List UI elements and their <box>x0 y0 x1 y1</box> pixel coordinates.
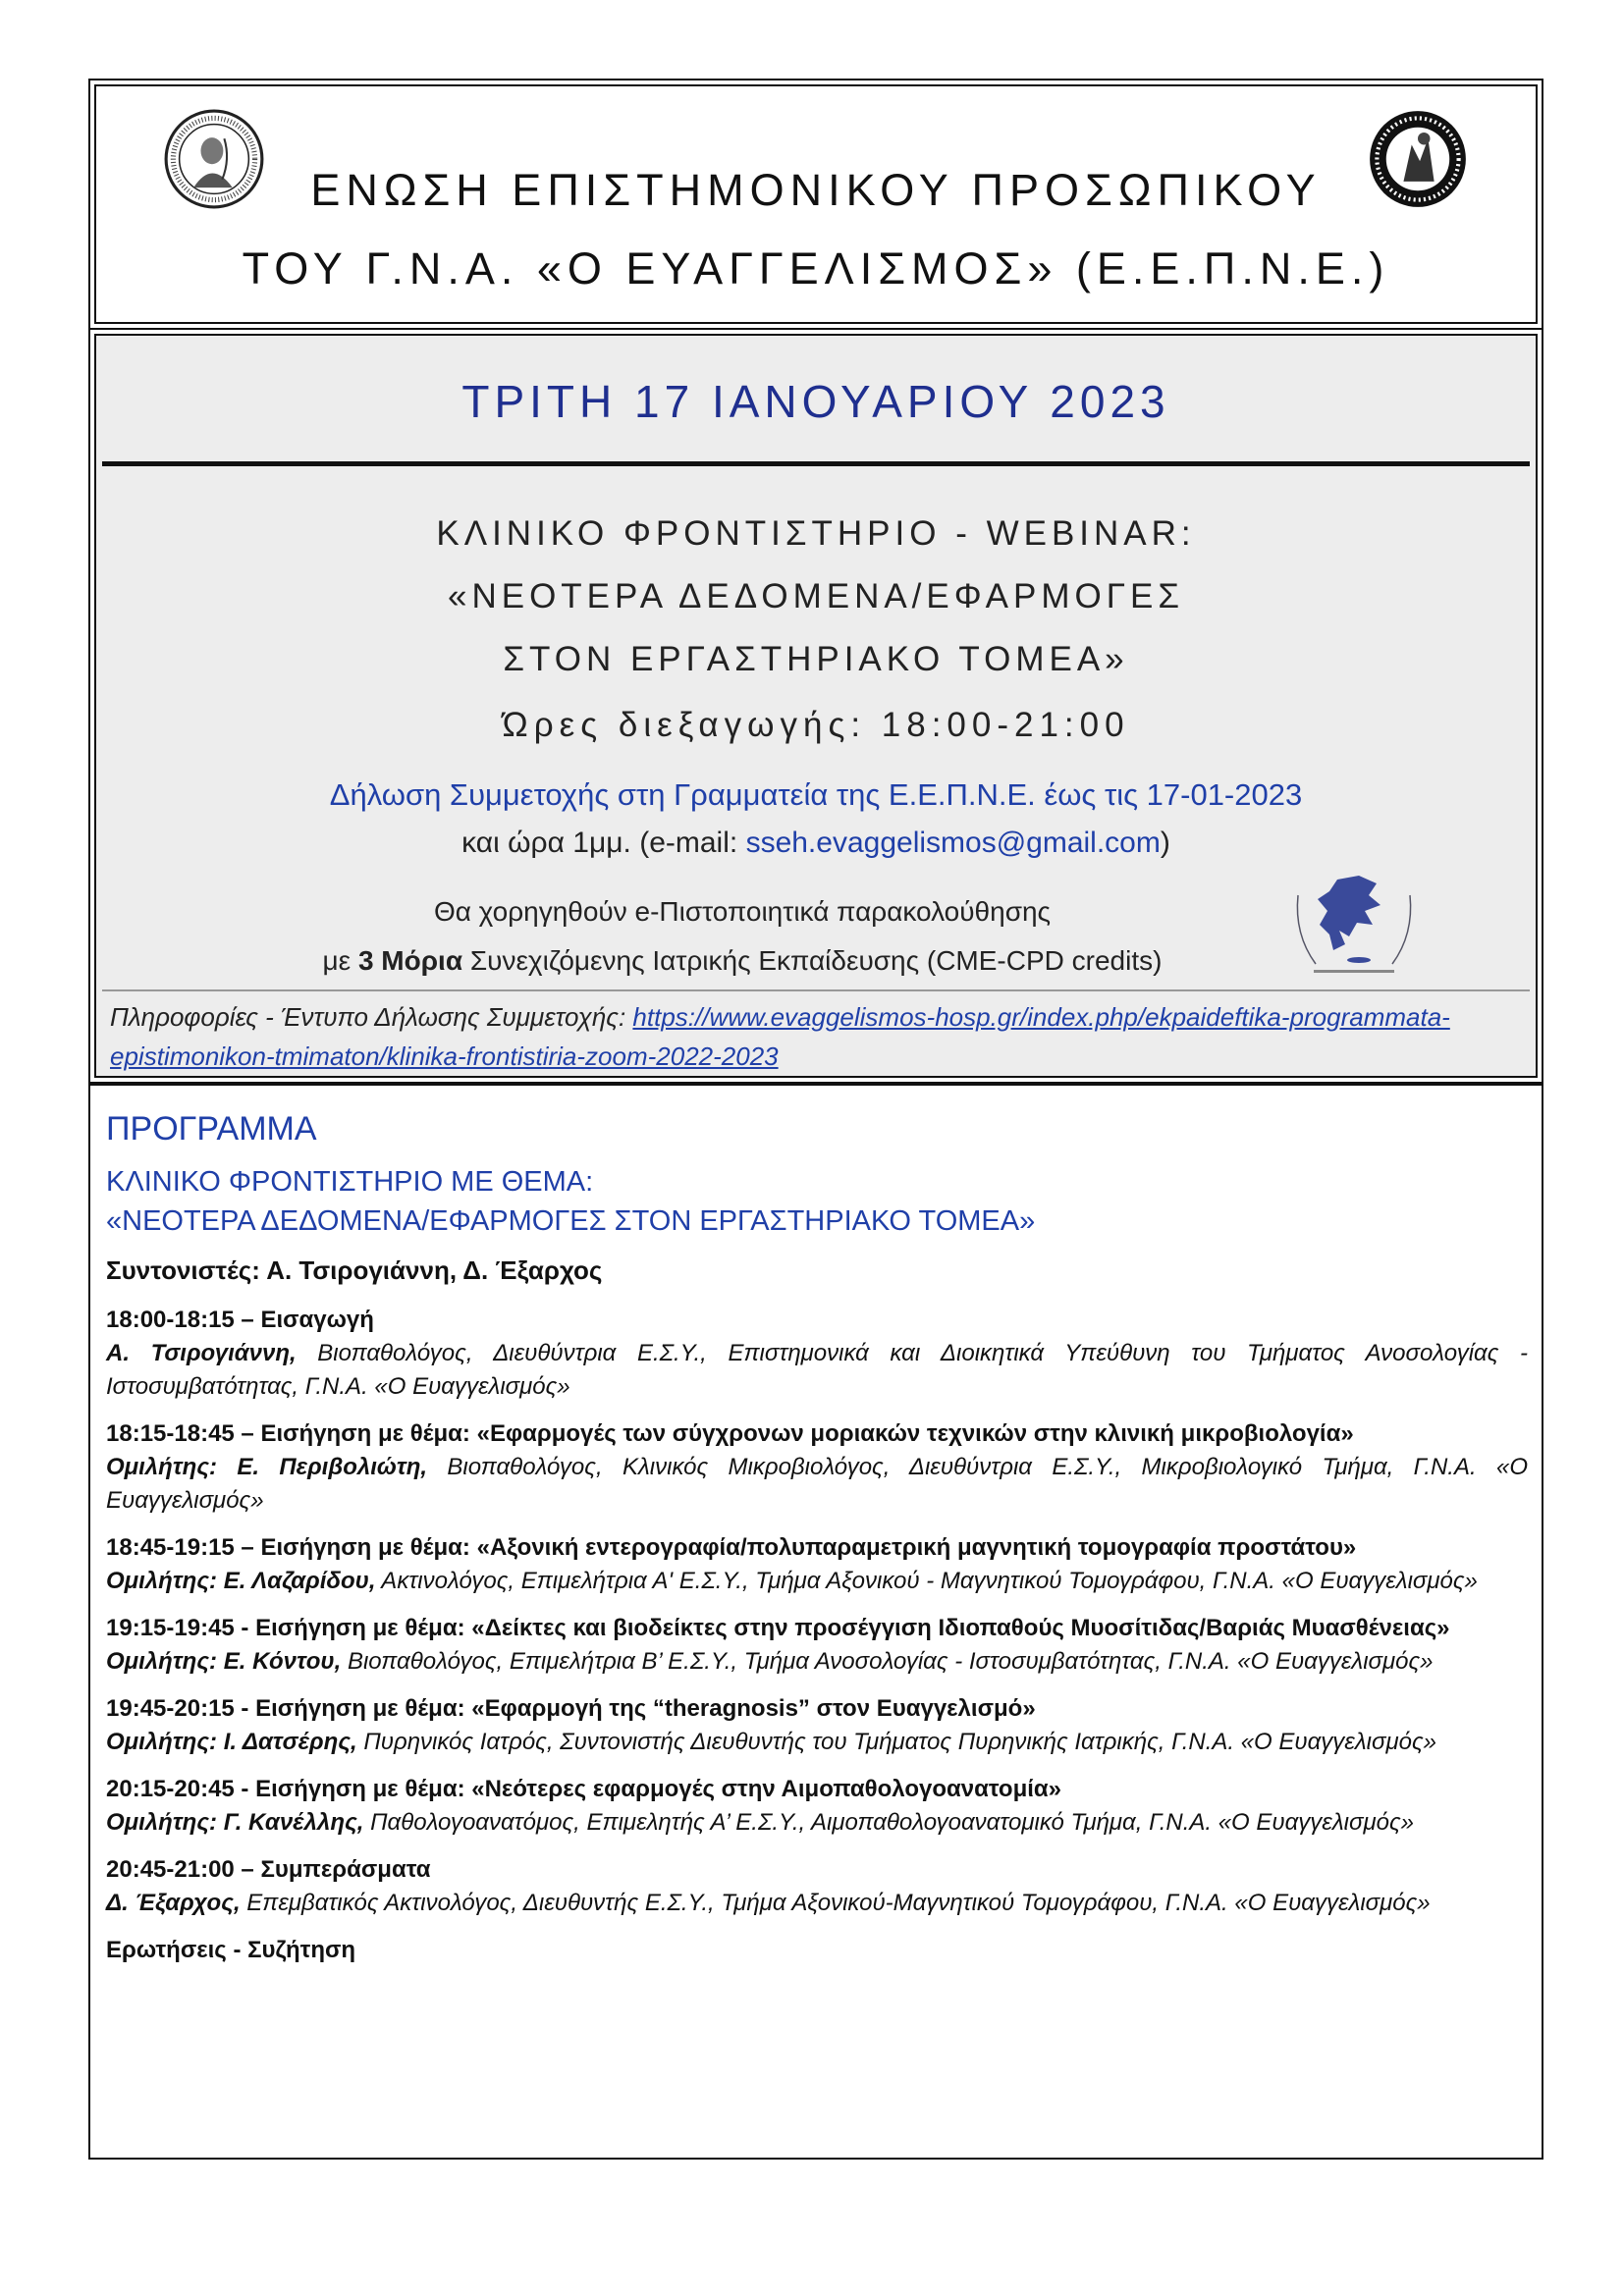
event-title <box>96 503 1536 691</box>
greece-map-logo-icon <box>1290 866 1418 982</box>
program-subject <box>106 1162 1528 1241</box>
speaker-name: Δ. Έξαρχος, <box>106 1890 241 1916</box>
cme-credits: 3 Μόρια <box>357 945 463 976</box>
speaker-name: Ομιλήτης: Γ. Κανέλλης, <box>106 1809 364 1836</box>
session-item <box>106 1417 1528 1518</box>
registration-deadline: Δήλωση Συμμετοχής στη Γραμματεία της Ε.Ε.Π.Ν.Ε. έως τις 17-01-2023 <box>329 777 1303 812</box>
certificate-line-1: Θα χορηγηθούν e-Πιστοποιητικά παρακολούθησης <box>433 896 1052 927</box>
speaker-details: Πυρηνικός Ιατρός, Συντονιστής Διευθυντής του Τμήματος Πυρηνικής Ιατρικής, Γ.Ν.Α. «Ο Ευαγγελισμός» <box>356 1729 1436 1755</box>
speaker-name: Ομιλήτης: Ι. Δατσέρης, <box>106 1729 357 1755</box>
organization-name <box>96 151 1536 308</box>
event-hours: Ώρες διεξαγωγής: 18:00-21:00 <box>502 706 1130 744</box>
event-announcement-inner <box>94 334 1538 1078</box>
session-title: 20:15-20:45 - Εισήγηση με θέμα: «Νεότερες εφαρμογές στην Αιμοπαθολογοανατομία» <box>106 1776 1062 1802</box>
info-divider <box>102 989 1530 991</box>
session-item <box>106 1612 1528 1679</box>
closing-discussion: Ερωτήσεις - Συζήτηση <box>106 1937 356 1963</box>
speaker-details: Ακτινολόγος, Επιμελήτρια Α' Ε.Σ.Υ., Τμήμα Αξονικού - Μαγνητικού Τομογράφου, Γ.Ν.Α. «Ο Ευαγγελισμός» <box>375 1568 1478 1594</box>
program-heading: ΠΡΟΓΡΑΜΜΑ <box>106 1110 317 1148</box>
registration-time-prefix: και ώρα 1μμ. (e-mail: <box>461 827 746 859</box>
session-speaker <box>106 1645 1528 1679</box>
information-section <box>110 997 1524 1076</box>
session-speaker <box>106 1887 1528 1920</box>
coordinators: Συντονιστές: Α. Τσιρογιάννη, Δ. Έξαρχος <box>106 1255 603 1285</box>
speaker-name: Ομιλήτης: Ε. Περιβολιώτη, <box>106 1454 428 1480</box>
event-title-line-2: «ΝΕΟΤΕΡΑ ΔΕΔΟΜΕΝΑ/ΕΦΑΡΜΟΓΕΣ <box>447 577 1184 615</box>
certificate-line-2 <box>96 936 1388 986</box>
event-date: ΤΡΙΤΗ 17 ΙΑΝΟΥΑΡΙΟΥ 2023 <box>461 376 1170 427</box>
organization-name-line-1: ΕΝΩΣΗ ΕΠΙΣΤΗΜΟΝΙΚΟΥ ΠΡΟΣΩΠΙΚΟΥ <box>310 165 1322 215</box>
program-subject-line-2: «ΝΕΟΤΕΡΑ ΔΕΔΟΜΕΝΑ/ΕΦΑΡΜΟΓΕΣ ΣΤΟΝ ΕΡΓΑΣΤΗΡΙΑΚΟ ΤΟΜΕΑ» <box>106 1205 1036 1237</box>
session-title: 18:15-18:45 – Εισήγηση με θέμα: «Εφαρμογές των σύγχρονων μοριακών τεχνικών στην κλινική μικροβιολογία» <box>106 1420 1354 1447</box>
session-speaker <box>106 1565 1528 1598</box>
speaker-details: Βιοπαθολόγος, Διευθύντρια Ε.Σ.Υ., Επιστημονικά και Διοικητικά Υπεύθυνη του Τμήματος Ανοσολογίας - Ιστοσυμβατότητας, Γ.Ν.Α. «Ο Ευαγγελισμός» <box>106 1340 1528 1400</box>
session-speaker <box>106 1451 1528 1518</box>
session-title: 18:45-19:15 – Εισήγηση με θέμα: «Αξονική εντερογραφία/πολυπαραμετρική μαγνητική τομογραφία προστάτου» <box>106 1534 1357 1561</box>
date-divider <box>102 461 1530 466</box>
session-item <box>106 1773 1528 1840</box>
speaker-name: Α. Τσιρογιάννη, <box>106 1340 297 1366</box>
event-title-line-3: ΣΤΟΝ ΕΡΓΑΣΤΗΡΙΑΚΟ ΤΟΜΕΑ» <box>503 640 1129 678</box>
event-announcement <box>88 328 1543 1084</box>
information-label: Πληροφορίες - Έντυπο Δήλωσης Συμμετοχής: <box>110 1002 633 1032</box>
session-title: 18:00-18:15 – Εισαγωγή <box>106 1307 374 1333</box>
session-speaker <box>106 1726 1528 1759</box>
session-title: 19:45-20:15 - Εισήγηση με θέμα: «Εφαρμογή της “theragnosis” στον Ευαγγελισμό» <box>106 1695 1036 1722</box>
registration-email-link[interactable]: sseh.evaggelismos@gmail.com <box>745 827 1161 859</box>
certificate-line-2-prefix: με <box>322 945 358 976</box>
session-title: 19:15-19:45 - Εισήγηση με θέμα: «Δείκτες και βιοδείκτες στην προσέγγιση Ιδιοπαθούς Μυοσίτιδας/Βαριάς Μυασθένειας» <box>106 1615 1450 1641</box>
session-speaker <box>106 1337 1528 1404</box>
event-title-line-1: ΚΛΙΝΙΚΟ ΦΡΟΝΤΙΣΤΗΡΙΟ - WEBINAR: <box>436 514 1196 553</box>
session-item <box>106 1531 1528 1598</box>
certificate-line-2-suffix: Συνεχιζόμενης Ιατρικής Εκπαίδευσης (CME-CPD credits) <box>462 945 1163 976</box>
session-title: 20:45-21:00 – Συμπεράσματα <box>106 1856 431 1883</box>
registration-time <box>96 827 1536 860</box>
registration-form-link[interactable]: https://www.evaggelismos-hosp.gr/index.php/ekpaideftika-programmata-epistimonikon-tmimaton/klinika-frontistiria-zoom-2022-2023 <box>110 1002 1450 1071</box>
speaker-details: Παθολογοανατόμος, Επιμελητής Α’ Ε.Σ.Υ., Αιμοπαθολογοανατομικό Τμήμα, Γ.Ν.Α. «Ο Ευαγγελισμός» <box>363 1809 1414 1836</box>
certificate-info <box>96 887 1388 986</box>
registration-time-suffix: ) <box>1160 827 1170 859</box>
speaker-details: Βιοπαθολόγος, Κλινικός Μικροβιολόγος, Διευθύντρια Ε.Σ.Υ., Μικροβιολογικό Τμήμα, Γ.Ν.Α. «Ο Ευαγγελισμός» <box>106 1454 1528 1514</box>
organization-name-line-2: ΤΟΥ Γ.Ν.Α. «Ο ΕΥΑΓΓΕΛΙΣΜΟΣ» (Ε.Ε.Π.Ν.Ε.) <box>242 243 1390 294</box>
organization-header <box>88 79 1543 330</box>
organization-header-inner <box>94 84 1538 324</box>
session-speaker <box>106 1806 1528 1840</box>
speaker-name: Ομιλήτης: Ε. Λαζαρίδου, <box>106 1568 376 1594</box>
program-subject-line-1: ΚΛΙΝΙΚΟ ΦΡΟΝΤΙΣΤΗΡΙΟ ΜΕ ΘΕΜΑ: <box>106 1166 594 1198</box>
session-item <box>106 1692 1528 1759</box>
speaker-name: Ομιλήτης: Ε. Κόντου, <box>106 1648 342 1675</box>
session-item <box>106 1853 1528 1920</box>
speaker-details: Βιοπαθολόγος, Επιμελήτρια Β’ Ε.Σ.Υ., Τμήμα Ανοσολογίας - Ιστοσυμβατότητας, Γ.Ν.Α. «Ο Ευαγγελισμός» <box>341 1648 1434 1675</box>
speaker-details: Επεμβατικός Ακτινολόγος, Διευθυντής Ε.Σ.Υ., Τμήμα Αξονικού-Μαγνητικού Τομογράφου, Γ.Ν.Α. «Ο Ευαγγελισμός» <box>240 1890 1431 1916</box>
session-item <box>106 1304 1528 1404</box>
program-section <box>88 1084 1543 2160</box>
